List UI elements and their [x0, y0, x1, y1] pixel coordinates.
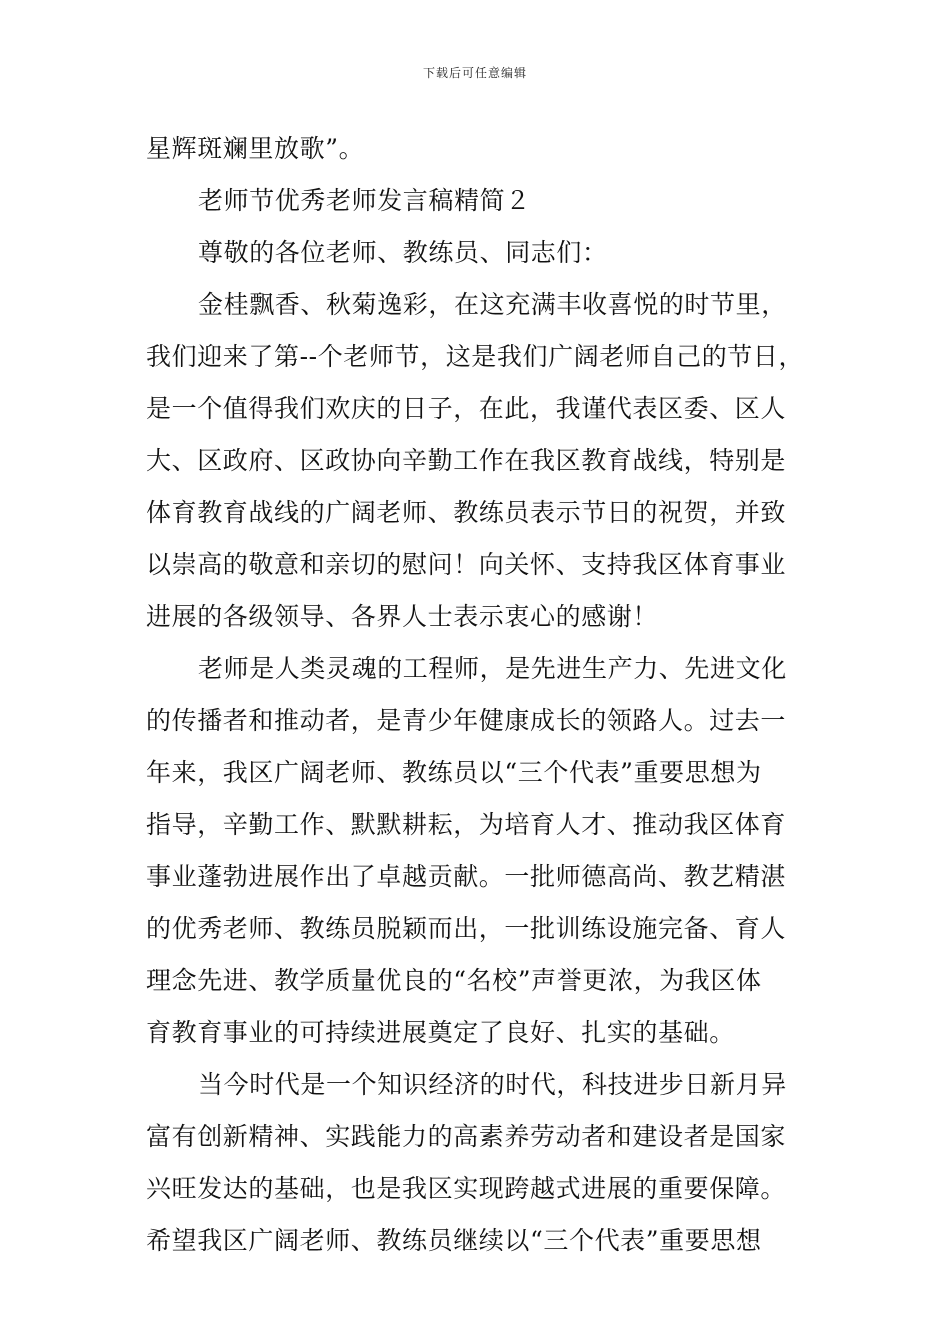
paragraph-line: 年来，我区广阔老师、教练员以“三个代表”重要思想为 [146, 758, 762, 787]
page-header: 下载后可任意编辑 [422, 66, 527, 80]
paragraph-line: 我们迎来了第--个老师节，这是我们广阔老师自己的节日， [146, 342, 805, 371]
paragraph-line: 进展的各级领导、各界人士表示衷心的感谢！ [146, 602, 659, 631]
paragraph-line: 以崇高的敬意和亲切的慰问！向关怀、支持我区体育事业 [146, 550, 787, 579]
paragraph-line: 的优秀老师、教练员脱颖而出，一批训练设施完备、育人 [146, 914, 787, 943]
paragraph-line: 兴旺发达的基础，也是我区实现跨越式进展的重要保障。 [146, 1174, 787, 1203]
salutation: 尊敬的各位老师、教练员、同志们： [198, 238, 608, 267]
paragraph-line: 的传播者和推动者，是青少年健康成长的领路人。过去一 [146, 706, 787, 735]
paragraph-line: 育教育事业的可持续进展奠定了良好、扎实的基础。 [146, 1018, 735, 1047]
paragraph-line: 老师是人类灵魂的工程师，是先进生产力、先进文化 [198, 654, 787, 683]
paragraph-line: 事业蓬勃进展作出了卓越贡献。一批师德高尚、教艺精湛 [146, 862, 787, 891]
paragraph-line: 理念先进、教学质量优良的“名校”声誉更浓，为我区体 [146, 966, 762, 995]
paragraph-line: 当今时代是一个知识经济的时代，科技进步日新月异 [198, 1070, 787, 1099]
paragraph-line: 希望我区广阔老师、教练员继续以“三个代表”重要思想 [146, 1226, 762, 1255]
document-body [146, 123, 808, 1267]
paragraph-line: 指导，辛勤工作、默默耕耘，为培育人才、推动我区体育 [146, 810, 787, 839]
paragraph-line: 体育教育战线的广阔老师、教练员表示节日的祝贺，并致 [146, 498, 787, 527]
paragraph-line: 富有创新精神、实践能力的高素养劳动者和建设者是国家 [146, 1122, 787, 1151]
paragraph-line: 是一个值得我们欢庆的日子，在此，我谨代表区委、区人 [146, 394, 787, 423]
paragraph-line: 大、区政府、区政协向辛勤工作在我区教育战线，特别是 [146, 446, 787, 475]
section-title: 老师节优秀老师发言稿精简２ [198, 186, 531, 215]
paragraph-line: 金桂飘香、秋菊逸彩，在这充满丰收喜悦的时节里， [198, 290, 787, 319]
text-line: 星辉斑斓里放歌”。 [146, 134, 365, 163]
